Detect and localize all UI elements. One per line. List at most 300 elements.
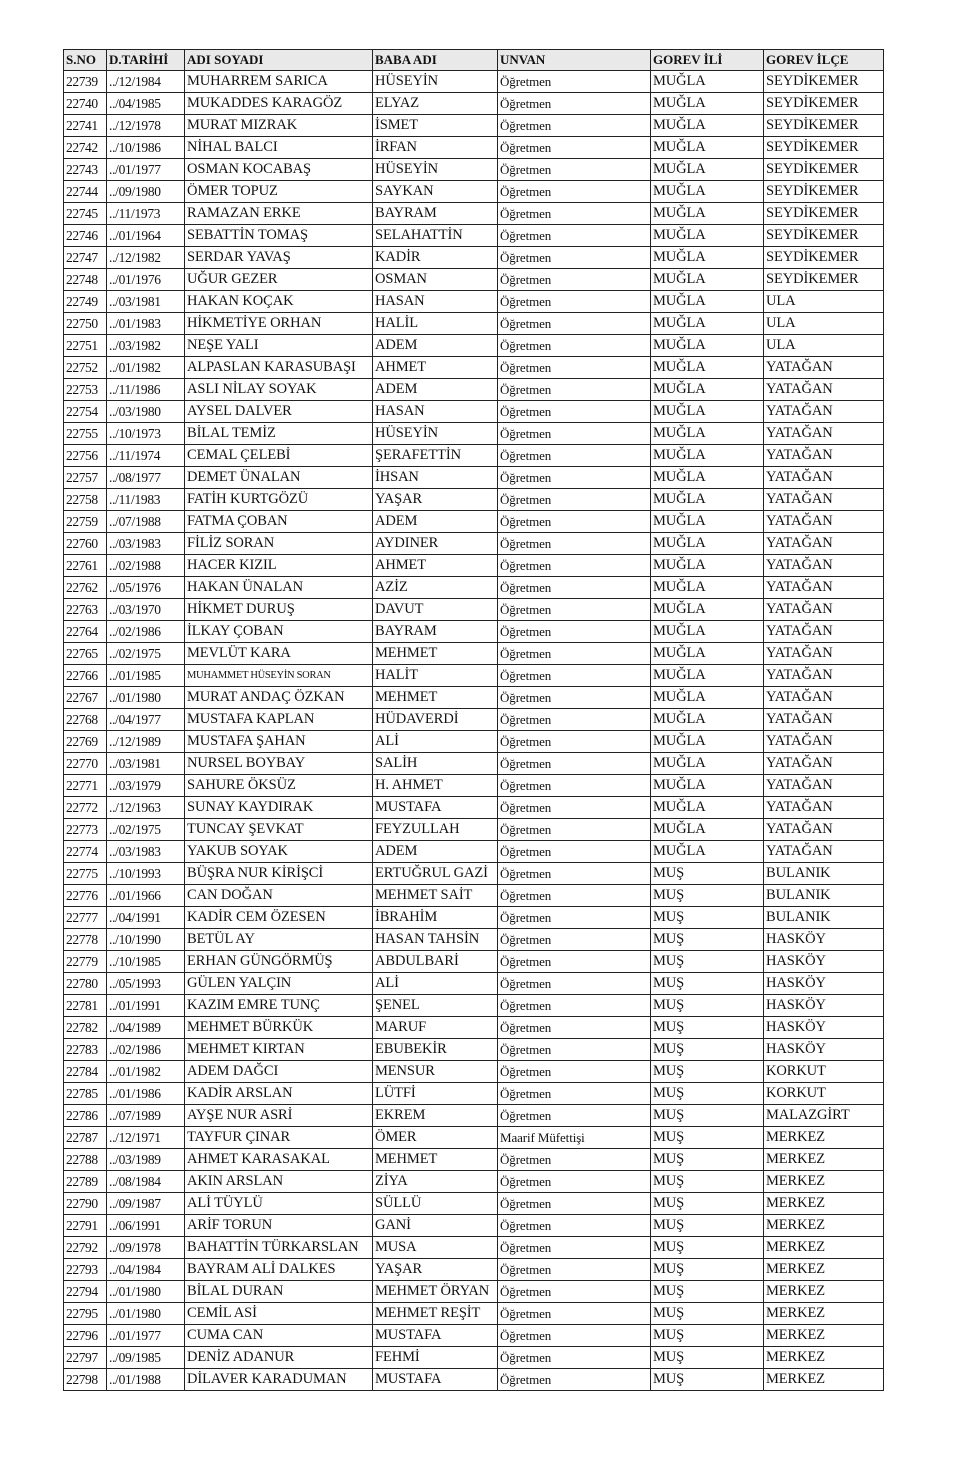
cell-title: Öğretmen — [498, 819, 651, 841]
cell-district: YATAĞAN — [764, 423, 884, 445]
table-row — [64, 995, 884, 1017]
cell-birth-date: ../02/1988 — [107, 555, 185, 577]
cell-title: Öğretmen — [498, 577, 651, 599]
cell-sno: 22780 — [64, 973, 107, 995]
cell-district: YATAĞAN — [764, 797, 884, 819]
header-province: GOREV İLİ — [651, 50, 764, 71]
header-name: ADI SOYADI — [185, 50, 373, 71]
cell-sno: 22752 — [64, 357, 107, 379]
cell-province: MUŞ — [651, 1149, 764, 1171]
cell-district: MALAZGİRT — [764, 1105, 884, 1127]
table-row — [64, 951, 884, 973]
cell-father-name: EBUBEKİR — [373, 1039, 498, 1061]
cell-birth-date: ../12/1982 — [107, 247, 185, 269]
cell-province: MUĞLA — [651, 379, 764, 401]
cell-province: MUĞLA — [651, 203, 764, 225]
table-row — [64, 335, 884, 357]
cell-province: MUĞLA — [651, 511, 764, 533]
cell-birth-date: ../11/1974 — [107, 445, 185, 467]
cell-father-name: MEHMET — [373, 687, 498, 709]
cell-province: MUĞLA — [651, 489, 764, 511]
cell-father-name: KADİR — [373, 247, 498, 269]
cell-father-name: BAYRAM — [373, 621, 498, 643]
cell-province: MUŞ — [651, 1105, 764, 1127]
cell-father-name: İRFAN — [373, 137, 498, 159]
cell-father-name: İBRAHİM — [373, 907, 498, 929]
cell-name: DİLAVER KARADUMAN — [185, 1369, 373, 1391]
cell-father-name: ELYAZ — [373, 93, 498, 115]
cell-province: MUĞLA — [651, 621, 764, 643]
cell-father-name: HALİT — [373, 665, 498, 687]
cell-district: YATAĞAN — [764, 687, 884, 709]
cell-name: HAKAN ÜNALAN — [185, 577, 373, 599]
cell-father-name: YAŞAR — [373, 489, 498, 511]
cell-sno: 22761 — [64, 555, 107, 577]
cell-province: MUŞ — [651, 1259, 764, 1281]
cell-province: MUĞLA — [651, 753, 764, 775]
cell-title: Öğretmen — [498, 291, 651, 313]
cell-birth-date: ../03/1982 — [107, 335, 185, 357]
cell-sno: 22772 — [64, 797, 107, 819]
cell-father-name: YAŞAR — [373, 1259, 498, 1281]
cell-district: HASKÖY — [764, 1017, 884, 1039]
cell-birth-date: ../10/1993 — [107, 863, 185, 885]
cell-father-name: SALİH — [373, 753, 498, 775]
cell-province: MUŞ — [651, 1171, 764, 1193]
cell-province: MUĞLA — [651, 291, 764, 313]
header-sno: S.NO — [64, 50, 107, 71]
cell-birth-date: ../12/1978 — [107, 115, 185, 137]
cell-name: BÜŞRA NUR KİRİŞCİ — [185, 863, 373, 885]
cell-father-name: OSMAN — [373, 269, 498, 291]
cell-province: MUŞ — [651, 1193, 764, 1215]
cell-province: MUŞ — [651, 973, 764, 995]
cell-father-name: FEHMİ — [373, 1347, 498, 1369]
cell-district: BULANIK — [764, 863, 884, 885]
table-row — [64, 973, 884, 995]
cell-title: Öğretmen — [498, 1193, 651, 1215]
cell-birth-date: ../01/1976 — [107, 269, 185, 291]
cell-name: CUMA CAN — [185, 1325, 373, 1347]
personnel-table — [63, 49, 884, 1391]
cell-title: Öğretmen — [498, 995, 651, 1017]
cell-sno: 22750 — [64, 313, 107, 335]
cell-province: MUĞLA — [651, 137, 764, 159]
cell-sno: 22782 — [64, 1017, 107, 1039]
cell-father-name: HÜDAVERDİ — [373, 709, 498, 731]
cell-district: MERKEZ — [764, 1215, 884, 1237]
cell-birth-date: ../01/1980 — [107, 1303, 185, 1325]
cell-father-name: İHSAN — [373, 467, 498, 489]
cell-father-name: ABDULBARİ — [373, 951, 498, 973]
cell-name: İLKAY ÇOBAN — [185, 621, 373, 643]
cell-title: Öğretmen — [498, 247, 651, 269]
cell-birth-date: ../12/1963 — [107, 797, 185, 819]
table-row — [64, 621, 884, 643]
cell-sno: 22768 — [64, 709, 107, 731]
table-row — [64, 533, 884, 555]
table-row — [64, 885, 884, 907]
cell-name: TAYFUR ÇINAR — [185, 1127, 373, 1149]
cell-name: GÜLEN YALÇIN — [185, 973, 373, 995]
cell-district: SEYDİKEMER — [764, 225, 884, 247]
table-row — [64, 1325, 884, 1347]
cell-province: MUŞ — [651, 863, 764, 885]
cell-province: MUĞLA — [651, 225, 764, 247]
table-row — [64, 203, 884, 225]
table-row — [64, 401, 884, 423]
table-row — [64, 247, 884, 269]
cell-sno: 22792 — [64, 1237, 107, 1259]
table-row — [64, 93, 884, 115]
cell-father-name: MEHMET ÖRYAN — [373, 1281, 498, 1303]
cell-birth-date: ../02/1975 — [107, 819, 185, 841]
cell-birth-date: ../12/1971 — [107, 1127, 185, 1149]
cell-title: Öğretmen — [498, 775, 651, 797]
cell-title: Öğretmen — [498, 731, 651, 753]
cell-district: YATAĞAN — [764, 379, 884, 401]
cell-title: Öğretmen — [498, 71, 651, 93]
table-row — [64, 863, 884, 885]
cell-district: SEYDİKEMER — [764, 181, 884, 203]
cell-sno: 22795 — [64, 1303, 107, 1325]
cell-title: Öğretmen — [498, 841, 651, 863]
cell-sno: 22789 — [64, 1171, 107, 1193]
cell-father-name: MEHMET — [373, 643, 498, 665]
cell-sno: 22764 — [64, 621, 107, 643]
cell-province: MUĞLA — [651, 819, 764, 841]
cell-province: MUĞLA — [651, 247, 764, 269]
cell-district: BULANIK — [764, 885, 884, 907]
table-row — [64, 1303, 884, 1325]
cell-father-name: HÜSEYİN — [373, 71, 498, 93]
table-row — [64, 819, 884, 841]
table-row — [64, 709, 884, 731]
cell-title: Öğretmen — [498, 1303, 651, 1325]
cell-birth-date: ../12/1984 — [107, 71, 185, 93]
cell-father-name: AHMET — [373, 555, 498, 577]
cell-birth-date: ../03/1970 — [107, 599, 185, 621]
cell-district: YATAĞAN — [764, 489, 884, 511]
cell-district: MERKEZ — [764, 1369, 884, 1391]
cell-title: Öğretmen — [498, 379, 651, 401]
cell-title: Öğretmen — [498, 335, 651, 357]
cell-district: YATAĞAN — [764, 445, 884, 467]
cell-province: MUĞLA — [651, 709, 764, 731]
table-row — [64, 1017, 884, 1039]
cell-birth-date: ../09/1978 — [107, 1237, 185, 1259]
cell-sno: 22756 — [64, 445, 107, 467]
cell-birth-date: ../01/1982 — [107, 1061, 185, 1083]
cell-province: MUĞLA — [651, 643, 764, 665]
cell-birth-date: ../11/1983 — [107, 489, 185, 511]
cell-province: MUĞLA — [651, 841, 764, 863]
cell-birth-date: ../01/1966 — [107, 885, 185, 907]
header-father-name: BABA ADI — [373, 50, 498, 71]
cell-father-name: HASAN — [373, 291, 498, 313]
cell-sno: 22754 — [64, 401, 107, 423]
cell-sno: 22745 — [64, 203, 107, 225]
cell-district: SEYDİKEMER — [764, 159, 884, 181]
cell-name: MUSTAFA KAPLAN — [185, 709, 373, 731]
cell-sno: 22774 — [64, 841, 107, 863]
table-row — [64, 1149, 884, 1171]
table-row — [64, 115, 884, 137]
cell-province: MUĞLA — [651, 423, 764, 445]
cell-sno: 22753 — [64, 379, 107, 401]
cell-title: Öğretmen — [498, 1237, 651, 1259]
cell-father-name: ADEM — [373, 335, 498, 357]
cell-title: Öğretmen — [498, 181, 651, 203]
table-row — [64, 1127, 884, 1149]
cell-birth-date: ../02/1986 — [107, 1039, 185, 1061]
cell-title: Öğretmen — [498, 137, 651, 159]
cell-title: Öğretmen — [498, 709, 651, 731]
table-row — [64, 357, 884, 379]
cell-name: ADEM DAĞCI — [185, 1061, 373, 1083]
cell-birth-date: ../10/1986 — [107, 137, 185, 159]
cell-father-name: AYDINER — [373, 533, 498, 555]
cell-birth-date: ../10/1990 — [107, 929, 185, 951]
cell-name: ARİF TORUN — [185, 1215, 373, 1237]
cell-father-name: SAYKAN — [373, 181, 498, 203]
cell-birth-date: ../01/1983 — [107, 313, 185, 335]
cell-title: Öğretmen — [498, 1171, 651, 1193]
cell-sno: 22779 — [64, 951, 107, 973]
cell-district: YATAĞAN — [764, 467, 884, 489]
cell-name: SAHURE ÖKSÜZ — [185, 775, 373, 797]
cell-birth-date: ../01/1977 — [107, 159, 185, 181]
cell-district: MERKEZ — [764, 1171, 884, 1193]
cell-birth-date: ../03/1979 — [107, 775, 185, 797]
cell-province: MUŞ — [651, 1017, 764, 1039]
cell-name: OSMAN KOCABAŞ — [185, 159, 373, 181]
cell-birth-date: ../09/1987 — [107, 1193, 185, 1215]
cell-father-name: HASAN TAHSİN — [373, 929, 498, 951]
table-row — [64, 181, 884, 203]
cell-name: DEMET ÜNALAN — [185, 467, 373, 489]
cell-birth-date: ../02/1986 — [107, 621, 185, 643]
cell-sno: 22741 — [64, 115, 107, 137]
cell-father-name: EKREM — [373, 1105, 498, 1127]
cell-province: MUŞ — [651, 1039, 764, 1061]
cell-district: YATAĞAN — [764, 709, 884, 731]
cell-sno: 22798 — [64, 1369, 107, 1391]
cell-province: MUĞLA — [651, 313, 764, 335]
cell-sno: 22749 — [64, 291, 107, 313]
cell-district: YATAĞAN — [764, 665, 884, 687]
table-row — [64, 423, 884, 445]
table-row — [64, 907, 884, 929]
cell-father-name: LÜTFİ — [373, 1083, 498, 1105]
cell-birth-date: ../05/1976 — [107, 577, 185, 599]
cell-district: YATAĞAN — [764, 599, 884, 621]
cell-sno: 22784 — [64, 1061, 107, 1083]
cell-title: Öğretmen — [498, 1369, 651, 1391]
cell-name: MUKADDES KARAGÖZ — [185, 93, 373, 115]
cell-title: Öğretmen — [498, 863, 651, 885]
cell-province: MUŞ — [651, 1325, 764, 1347]
cell-sno: 22759 — [64, 511, 107, 533]
table-row — [64, 1215, 884, 1237]
cell-sno: 22746 — [64, 225, 107, 247]
cell-birth-date: ../04/1991 — [107, 907, 185, 929]
cell-district: YATAĞAN — [764, 775, 884, 797]
table-row — [64, 1369, 884, 1391]
cell-province: MUŞ — [651, 1215, 764, 1237]
cell-father-name: SÜLLÜ — [373, 1193, 498, 1215]
cell-father-name: HÜSEYİN — [373, 423, 498, 445]
cell-sno: 22777 — [64, 907, 107, 929]
cell-father-name: MARUF — [373, 1017, 498, 1039]
cell-district: YATAĞAN — [764, 555, 884, 577]
cell-title: Öğretmen — [498, 1017, 651, 1039]
table-row — [64, 467, 884, 489]
cell-name: HAKAN KOÇAK — [185, 291, 373, 313]
cell-district: MERKEZ — [764, 1237, 884, 1259]
cell-sno: 22743 — [64, 159, 107, 181]
table-header — [64, 50, 884, 71]
header-title: UNVAN — [498, 50, 651, 71]
cell-title: Öğretmen — [498, 907, 651, 929]
cell-title: Öğretmen — [498, 797, 651, 819]
cell-sno: 22776 — [64, 885, 107, 907]
cell-father-name: HASAN — [373, 401, 498, 423]
cell-birth-date: ../07/1988 — [107, 511, 185, 533]
cell-district: MERKEZ — [764, 1149, 884, 1171]
cell-sno: 22758 — [64, 489, 107, 511]
cell-province: MUĞLA — [651, 115, 764, 137]
cell-sno: 22778 — [64, 929, 107, 951]
cell-father-name: MUSA — [373, 1237, 498, 1259]
cell-district: HASKÖY — [764, 1039, 884, 1061]
cell-name: BAYRAM ALİ DALKES — [185, 1259, 373, 1281]
cell-province: MUŞ — [651, 1083, 764, 1105]
cell-birth-date: ../03/1983 — [107, 841, 185, 863]
cell-name: SUNAY KAYDIRAK — [185, 797, 373, 819]
cell-title: Öğretmen — [498, 1325, 651, 1347]
cell-title: Öğretmen — [498, 1083, 651, 1105]
cell-title: Öğretmen — [498, 1259, 651, 1281]
cell-father-name: SELAHATTİN — [373, 225, 498, 247]
cell-sno: 22757 — [64, 467, 107, 489]
cell-province: MUĞLA — [651, 731, 764, 753]
cell-father-name: ADEM — [373, 511, 498, 533]
table-row — [64, 511, 884, 533]
cell-title: Öğretmen — [498, 313, 651, 335]
cell-title: Öğretmen — [498, 621, 651, 643]
cell-birth-date: ../12/1989 — [107, 731, 185, 753]
cell-district: SEYDİKEMER — [764, 137, 884, 159]
cell-name: NEŞE YALI — [185, 335, 373, 357]
cell-province: MUĞLA — [651, 269, 764, 291]
table-row — [64, 1039, 884, 1061]
cell-name: BETÜL AY — [185, 929, 373, 951]
cell-birth-date: ../06/1991 — [107, 1215, 185, 1237]
cell-father-name: BAYRAM — [373, 203, 498, 225]
cell-title: Maarif Müfettişi — [498, 1127, 651, 1149]
cell-birth-date: ../10/1985 — [107, 951, 185, 973]
cell-district: HASKÖY — [764, 951, 884, 973]
table-row — [64, 775, 884, 797]
cell-province: MUŞ — [651, 1281, 764, 1303]
table-row — [64, 489, 884, 511]
table-row — [64, 665, 884, 687]
cell-title: Öğretmen — [498, 1149, 651, 1171]
cell-father-name: MENSUR — [373, 1061, 498, 1083]
cell-province: MUŞ — [651, 1061, 764, 1083]
cell-sno: 22787 — [64, 1127, 107, 1149]
cell-name: ERHAN GÜNGÖRMÜŞ — [185, 951, 373, 973]
cell-district: YATAĞAN — [764, 357, 884, 379]
table-row — [64, 1237, 884, 1259]
cell-district: MERKEZ — [764, 1127, 884, 1149]
cell-name: KADİR ARSLAN — [185, 1083, 373, 1105]
cell-name: BİLAL DURAN — [185, 1281, 373, 1303]
cell-title: Öğretmen — [498, 951, 651, 973]
cell-district: MERKEZ — [764, 1193, 884, 1215]
cell-birth-date: ../04/1984 — [107, 1259, 185, 1281]
cell-province: MUĞLA — [651, 665, 764, 687]
cell-birth-date: ../07/1989 — [107, 1105, 185, 1127]
cell-name: SEBATTİN TOMAŞ — [185, 225, 373, 247]
cell-sno: 22740 — [64, 93, 107, 115]
cell-birth-date: ../03/1981 — [107, 291, 185, 313]
cell-district: MERKEZ — [764, 1303, 884, 1325]
cell-province: MUŞ — [651, 885, 764, 907]
cell-birth-date: ../08/1984 — [107, 1171, 185, 1193]
table-row — [64, 797, 884, 819]
cell-title: Öğretmen — [498, 687, 651, 709]
cell-father-name: ADEM — [373, 379, 498, 401]
cell-name: TUNCAY ŞEVKAT — [185, 819, 373, 841]
cell-birth-date: ../03/1980 — [107, 401, 185, 423]
cell-province: MUŞ — [651, 995, 764, 1017]
table-row — [64, 1171, 884, 1193]
table-row — [64, 687, 884, 709]
cell-title: Öğretmen — [498, 533, 651, 555]
cell-title: Öğretmen — [498, 643, 651, 665]
cell-province: MUĞLA — [651, 687, 764, 709]
cell-title: Öğretmen — [498, 1039, 651, 1061]
cell-name: ALİ TÜYLÜ — [185, 1193, 373, 1215]
cell-father-name: AZİZ — [373, 577, 498, 599]
cell-title: Öğretmen — [498, 93, 651, 115]
table-row — [64, 1193, 884, 1215]
cell-sno: 22786 — [64, 1105, 107, 1127]
cell-sno: 22771 — [64, 775, 107, 797]
cell-province: MUĞLA — [651, 93, 764, 115]
cell-title: Öğretmen — [498, 467, 651, 489]
cell-province: MUĞLA — [651, 159, 764, 181]
cell-birth-date: ../08/1977 — [107, 467, 185, 489]
cell-district: YATAĞAN — [764, 577, 884, 599]
cell-title: Öğretmen — [498, 401, 651, 423]
cell-district: ULA — [764, 291, 884, 313]
table-row — [64, 445, 884, 467]
cell-name: HİKMET DURUŞ — [185, 599, 373, 621]
cell-district: MERKEZ — [764, 1325, 884, 1347]
cell-title: Öğretmen — [498, 203, 651, 225]
table-row — [64, 841, 884, 863]
cell-father-name: MUSTAFA — [373, 797, 498, 819]
cell-birth-date: ../01/1982 — [107, 357, 185, 379]
cell-title: Öğretmen — [498, 885, 651, 907]
cell-father-name: ŞERAFETTİN — [373, 445, 498, 467]
cell-sno: 22791 — [64, 1215, 107, 1237]
cell-name: MEVLÜT KARA — [185, 643, 373, 665]
cell-sno: 22755 — [64, 423, 107, 445]
